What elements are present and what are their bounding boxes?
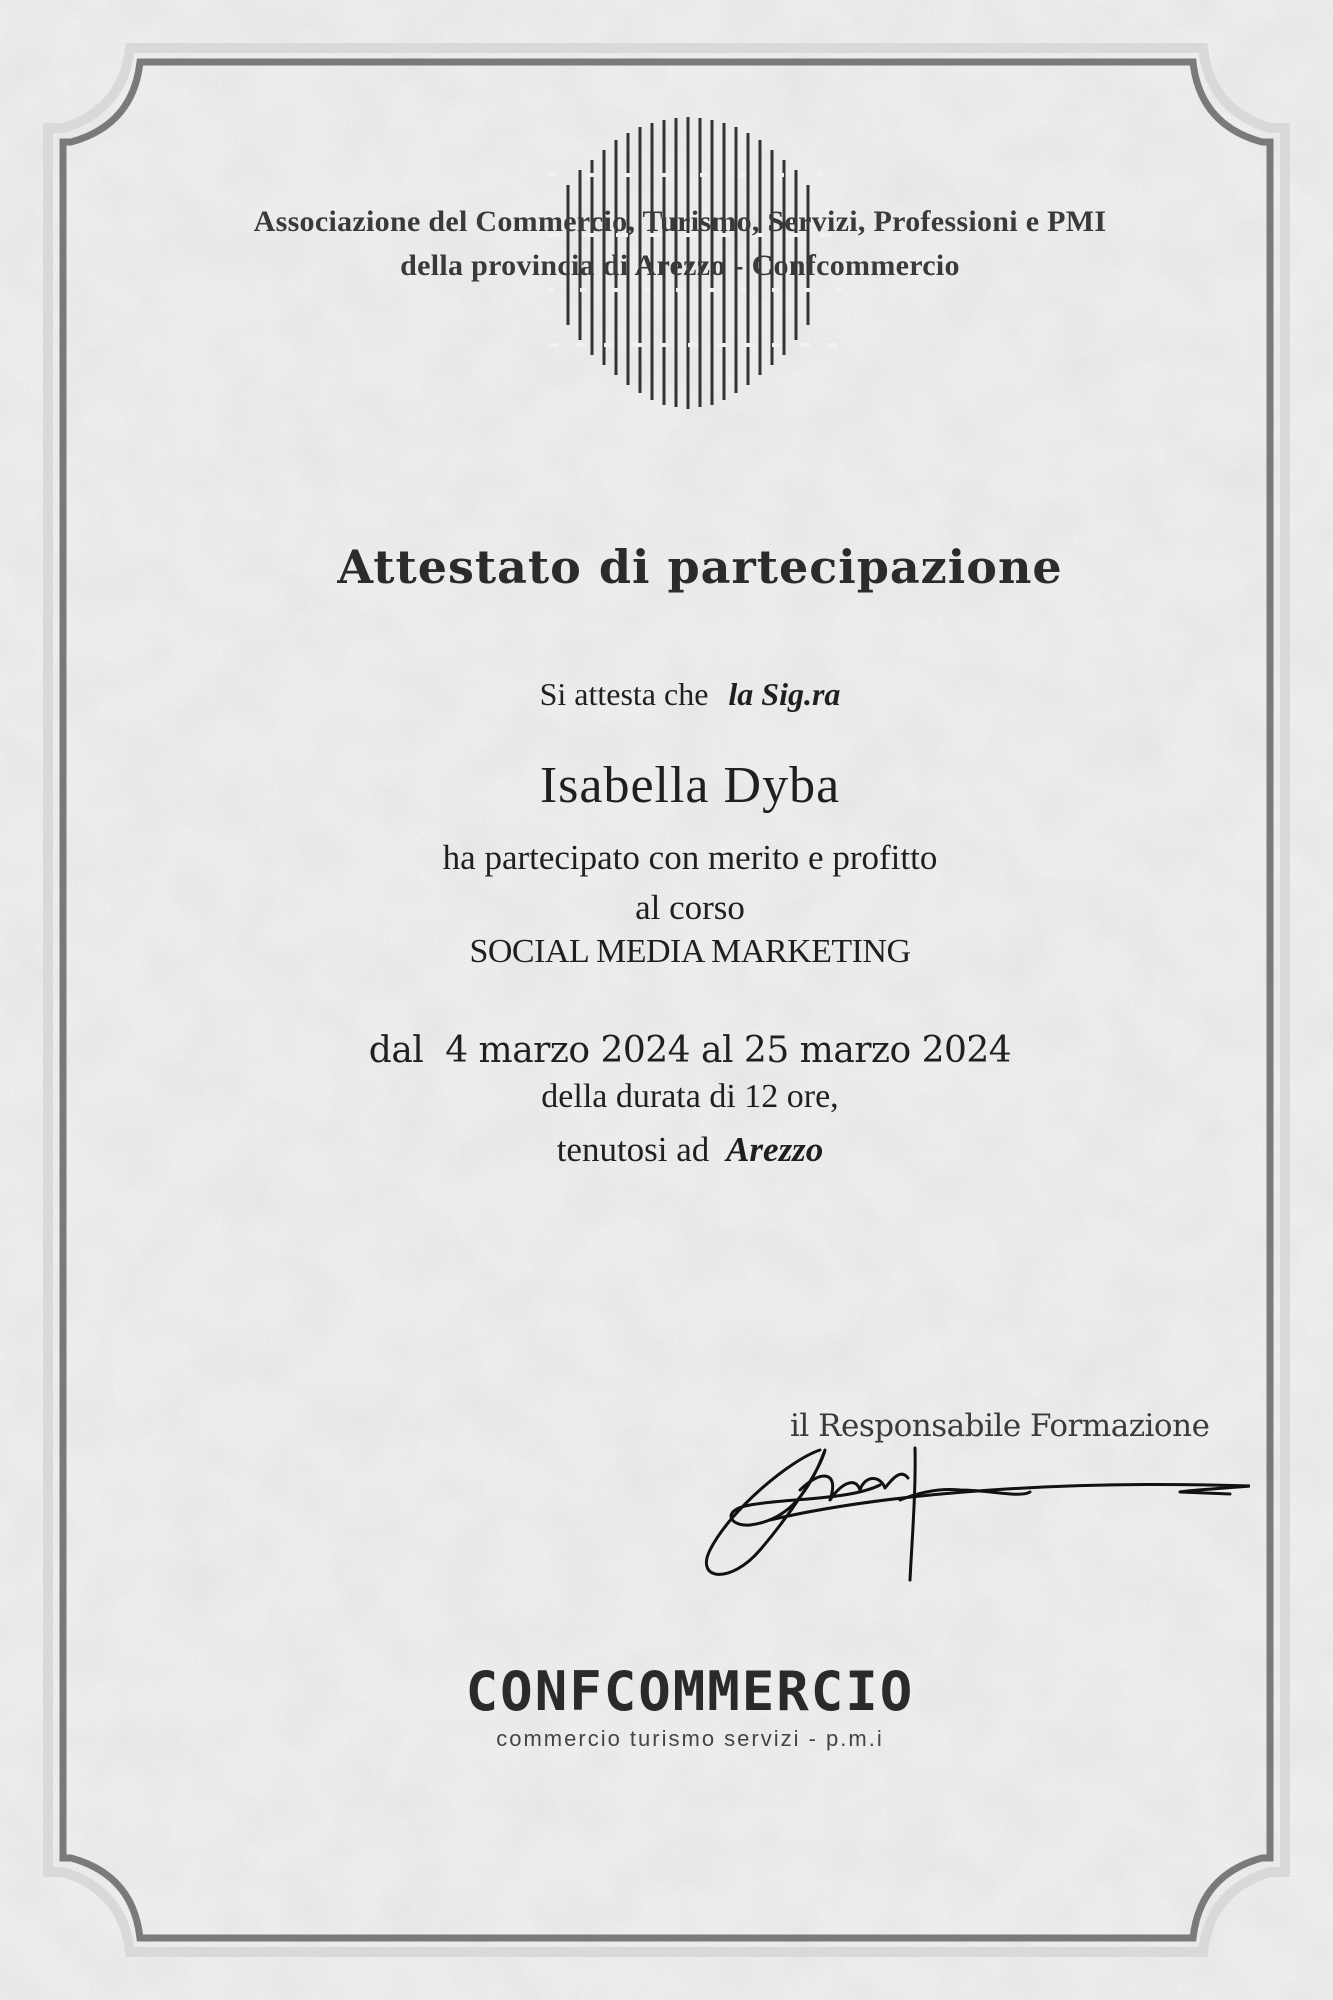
organization-line-1: Associazione del Commercio, Turismo, Servizi, Professioni e PMI (253, 205, 1107, 238)
location-city: Arezzo (726, 1130, 824, 1169)
course-duration: della durata di 12 ore, (541, 1078, 839, 1115)
merit-line: ha partecipato con merito e profitto (442, 838, 938, 877)
course-dates: dal 4 marzo 2024 al 25 marzo 2024 (368, 1030, 1012, 1071)
confcommercio-logo: CONFCOMMERCIO (465, 1660, 915, 1723)
certificate-title: Attestato di partecipazione (337, 540, 1063, 594)
attestation-prefix: Si attesta che (539, 676, 709, 712)
organization-header (140, 200, 1220, 288)
location-prefix: tenutosi ad (556, 1130, 710, 1169)
recipient-honorific: la Sig.ra (728, 676, 841, 712)
course-intro: al corso (635, 888, 745, 927)
handwritten-signature (690, 1430, 1250, 1590)
logo-tagline: commercio turismo servizi - p.m.i (496, 1726, 884, 1751)
organization-line-2: della provincia di Arezzo - Confcommercio (400, 249, 960, 282)
course-location (0, 1130, 1333, 1170)
signatory-role: il Responsabile Formazione (790, 1408, 1210, 1444)
recipient-name: Isabella Dyba (539, 757, 841, 814)
course-name: SOCIAL MEDIA MARKETING (469, 933, 911, 970)
attestation-line (0, 676, 1333, 713)
